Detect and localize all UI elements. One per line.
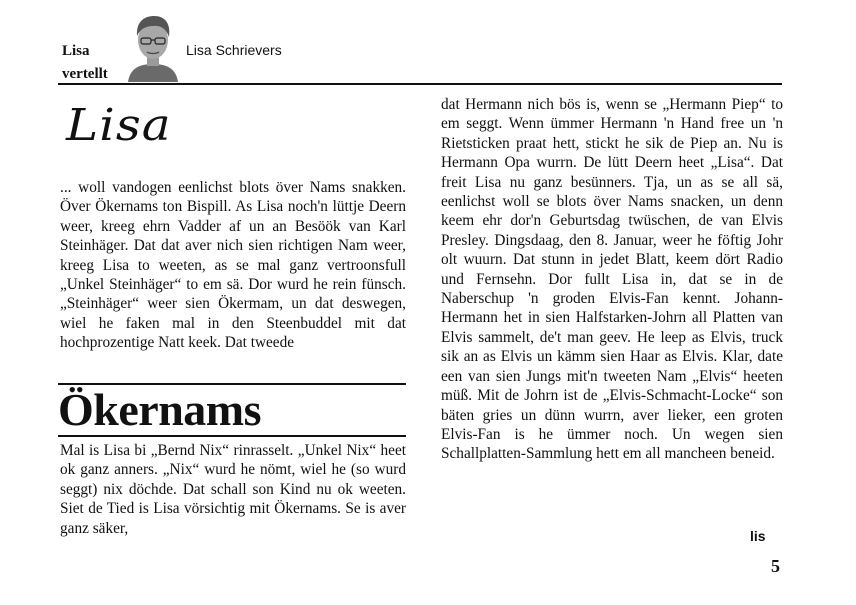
column-label-line1: Lisa [62, 43, 90, 59]
column-label [62, 40, 132, 86]
paragraph: dat Hermann nich bös is, wenn se „Hermann Piep“ to em seggt. Wenn ümmer Hermann 'n Hand free un 'n Rietsticken praat hett, stickt he sik de Piep an. Nu is Hermann Opa wurrn. De lütt Deern heet „Lisa“. Dat freit Lisa nu ganz besünners. Tja, un as se all sä, eenlichst woll se blots över Nams snacken, un denn keem ehr dor'n Geburtsdag twüschen, de van Elvis Presley. Dingsdaag, den 8. Januar, weer he föftig Johr olt wuurn. Dat stunn in jedet Blatt, keem dört Radio und Fernsehn. Dor fullt Lisa in, dat se in de Naberschup 'n groden Elvis-Fan kennt. Johann-Hermann het in sien Halfstarken-Johrn all Platten van Elvis sammelt, de't man geev. He leep as Elvis, truck sik an as Elvis un kämm sien Haar as Elvis. Klar, date een van sien Jungs mit'n tweeten Nam „Elvis“ heeten müß. Mit de Johrn ist de „Elvis-Schmacht-Locke“ son bäten gries un dünn wurrn, aver lieker, een groten Elvis-Fan is he ümmer noch. Un wegen sien Schallplatten-Sammlung hett em all mancheen beneid. [441, 96, 783, 463]
column-label-line2: vertellt [62, 66, 108, 82]
author-portrait [124, 10, 182, 82]
paragraph: Mal is Lisa bi „Bernd Nix“ rinrasselt. „Unkel Nix“ heet ok ganz anners. „Nix“ wurd he nömt, wiel he (so wurd seggt) nix döchde. Dat schall son Kind nu ok weeten. Siet de Tied is Lisa vörsichtig mit Ökernams. Se is aver ganz säker, [60, 442, 406, 537]
paragraph: ... woll vandogen eenlichst blots över Nams snakken. Över Ökernams ton Bispill. As Lisa noch'n lüttje Deern weer, kreeg ehrn Vadder af un an Besöök van Karl Steinhäger. Dat dat aver nich sien richtigen Nam weer, kreeg Lisa to weeten, as se mal ganz vertroonsfull „Unkel Steinhäger“ to em sä. Dor wurd he rein fünsch. „Steinhäger“ weer sien Ökermam, un dat deswegen, wiel he faken mal in den Steenbuddel mit dat hochprozentige Natt keek. Dat tweede [60, 179, 406, 352]
right-column [441, 95, 783, 464]
left-column-upper [60, 178, 406, 353]
heading-rule-bottom [58, 435, 406, 437]
section-heading: Ökernams [58, 384, 261, 435]
page-number: 5 [771, 556, 780, 576]
script-title: Lisa [66, 100, 172, 151]
signature: lis [750, 528, 766, 544]
left-column-lower [60, 441, 406, 538]
header-rule [58, 83, 782, 85]
author-name: Lisa Schrievers [186, 42, 282, 58]
